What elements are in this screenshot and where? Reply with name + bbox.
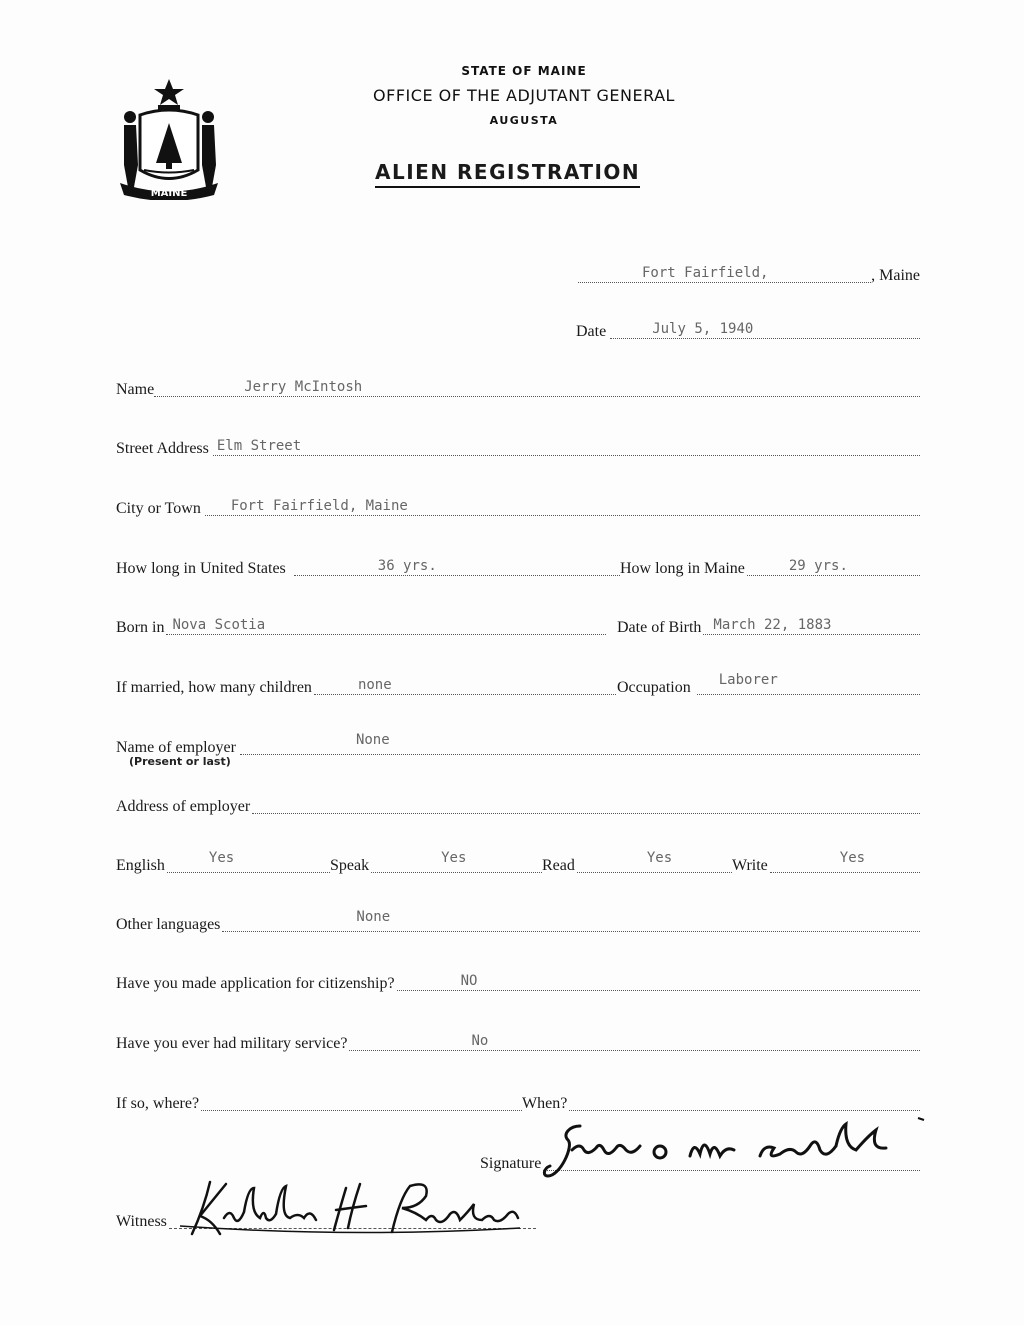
place-field[interactable] [578,258,920,286]
military-service-field[interactable] [116,1026,920,1054]
name-label: Name [116,381,155,398]
maine-residence-field[interactable] [620,551,920,579]
children-label: If married, how many children [116,679,312,696]
maine-residence-value: 29 yrs. [788,558,848,574]
us-residence-label: How long in United States [116,560,286,577]
name-field[interactable] [116,372,920,400]
employer-address-field[interactable] [116,789,920,817]
state-heading: STATE OF MAINE [461,64,587,78]
date-field[interactable] [576,314,920,342]
occupation-field[interactable] [617,670,920,698]
employer-value: None [355,732,390,748]
seal-text: MAINE [150,188,188,199]
city-value: Fort Fairfield, Maine [230,498,408,514]
witness-label: Witness [116,1213,167,1230]
occupation-value: Laborer [718,672,778,688]
applicant-signature [540,1106,940,1186]
speak-label: Speak [330,857,370,874]
us-residence-field[interactable] [116,551,620,579]
form-title: ALIEN REGISTRATION [375,160,640,188]
military-service-label: Have you ever had military service? [116,1035,348,1052]
citizenship-value: NO [460,973,478,989]
military-service-value: No [471,1033,489,1049]
speak-field[interactable] [330,848,542,876]
witness-signature [170,1168,540,1248]
date-of-birth-value: March 22, 1883 [713,617,832,633]
signature-label: Signature [480,1155,542,1172]
read-value: Yes [646,850,673,866]
city-field[interactable] [116,491,920,519]
read-label: Read [542,857,575,874]
employer-field[interactable] [116,730,920,758]
service-where-field[interactable] [116,1086,522,1114]
birthplace-label: Born in [116,619,165,636]
city-heading: AUGUSTA [489,114,559,127]
date-value: July 5, 1940 [652,321,754,337]
date-of-birth-field[interactable] [617,610,920,638]
service-where-label: If so, where? [116,1095,200,1112]
employer-address-label: Address of employer [116,798,251,815]
street-address-field[interactable] [116,431,920,459]
us-residence-value: 36 yrs. [377,558,437,574]
city-label: City or Town [116,500,201,517]
speak-value: Yes [441,850,467,866]
english-field[interactable] [116,848,330,876]
write-field[interactable] [732,848,920,876]
place-suffix: , Maine [871,267,920,284]
other-languages-label: Other languages [116,916,221,933]
children-field[interactable] [116,670,616,698]
occupation-label: Occupation [617,679,691,696]
read-field[interactable] [542,848,732,876]
write-value: Yes [839,850,866,866]
street-address-value: Elm Street [216,438,302,454]
street-address-label: Street Address [116,440,209,457]
children-value: none [357,677,392,693]
service-when-label: When? [522,1095,568,1112]
other-languages-value: None [356,909,391,925]
citizenship-field[interactable] [116,966,920,994]
name-value: Jerry McIntosh [244,379,363,395]
date-label: Date [576,323,607,340]
office-heading: OFFICE OF THE ADJUTANT GENERAL [373,86,675,105]
place-value: Fort Fairfield, [642,265,769,281]
employer-sublabel: (Present or last) [129,755,231,768]
birthplace-field[interactable] [116,610,606,638]
citizenship-label: Have you made application for citizenship? [116,975,395,992]
maine-residence-label: How long in Maine [620,560,745,577]
birthplace-value: Nova Scotia [172,617,266,633]
date-of-birth-label: Date of Birth [617,619,702,636]
english-value: Yes [208,850,235,866]
english-label: English [116,857,165,874]
other-languages-field[interactable] [116,907,920,935]
write-label: Write [732,857,768,874]
employer-label: Name of employer [116,739,236,756]
